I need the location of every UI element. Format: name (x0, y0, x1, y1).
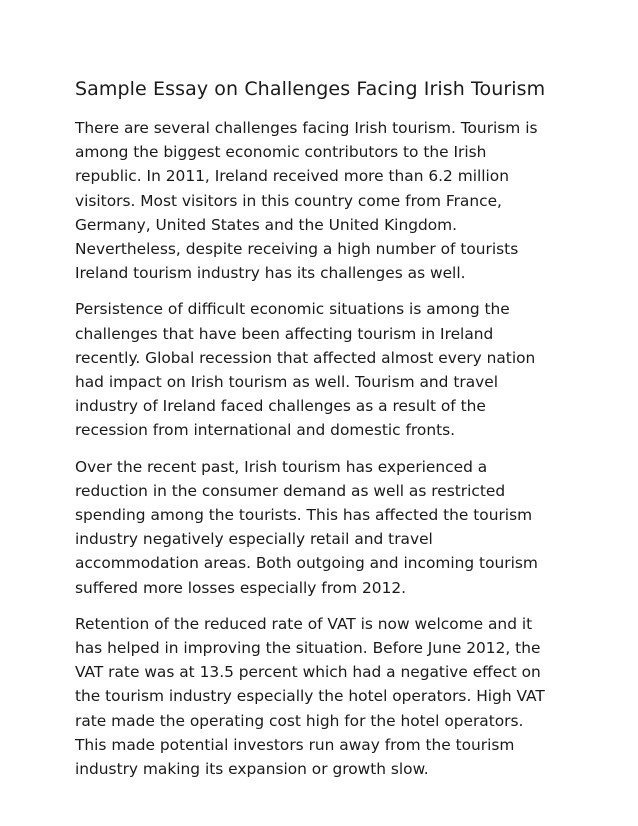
text-line: reduction in the consumer demand as well as restricted (75, 481, 506, 500)
text-line: republic. In 2011, Ireland received more than 6.2 million (75, 167, 509, 186)
text-line: rate made the operating cost high for the hotel operators. (75, 711, 524, 730)
text-line: This made potential investors run away from the tourism (75, 735, 515, 754)
text-line: suffered more losses especially from 2012. (75, 578, 407, 597)
text-line: the tourism industry especially the hotel operators. High VAT (75, 687, 545, 706)
paragraph-1 (75, 116, 598, 285)
text-line: spending among the tourists. This has affected the tourism (75, 506, 533, 525)
text-line: Germany, United States and the United Kingdom. (75, 215, 458, 234)
text-line: recently. Global recession that affected almost every nation (75, 348, 536, 367)
text-line: VAT rate was at 13.5 percent which had a negative effect on (75, 663, 541, 682)
text-line: recession from international and domestic fronts. (75, 421, 456, 440)
text-line: has helped in improving the situation. Before June 2012, the (75, 639, 541, 658)
paragraph-4 (75, 612, 598, 781)
text-line: Ireland tourism industry has its challenges as well. (75, 264, 466, 283)
text-line: visitors. Most visitors in this country come from France, (75, 191, 502, 210)
text-line: Persistence of difficult economic situations is among the (75, 300, 510, 319)
text-line: industry making its expansion or growth slow. (75, 760, 429, 779)
text-line: challenges that have been affecting tourism in Ireland (75, 324, 494, 343)
text-line: accommodation areas. Both outgoing and incoming tourism (75, 554, 538, 573)
text-line: industry of Ireland faced challenges as a result of the (75, 397, 486, 416)
text-line: had impact on Irish tourism as well. Tourism and travel (75, 373, 498, 392)
paragraph-2 (75, 297, 598, 442)
paragraph-3 (75, 455, 598, 600)
text-line: Over the recent past, Irish tourism has experienced a (75, 457, 488, 476)
text-line: There are several challenges facing Irish tourism. Tourism is (75, 119, 538, 137)
page-title: Sample Essay on Challenges Facing Irish Tourism (75, 78, 546, 100)
text-line: Nevertheless, despite receiving a high number of tourists (75, 240, 519, 259)
text-line: industry negatively especially retail and travel (75, 530, 433, 549)
text-line: Retention of the reduced rate of VAT is now welcome and it (75, 614, 533, 633)
text-line: among the biggest economic contributors to the Irish (75, 143, 487, 162)
